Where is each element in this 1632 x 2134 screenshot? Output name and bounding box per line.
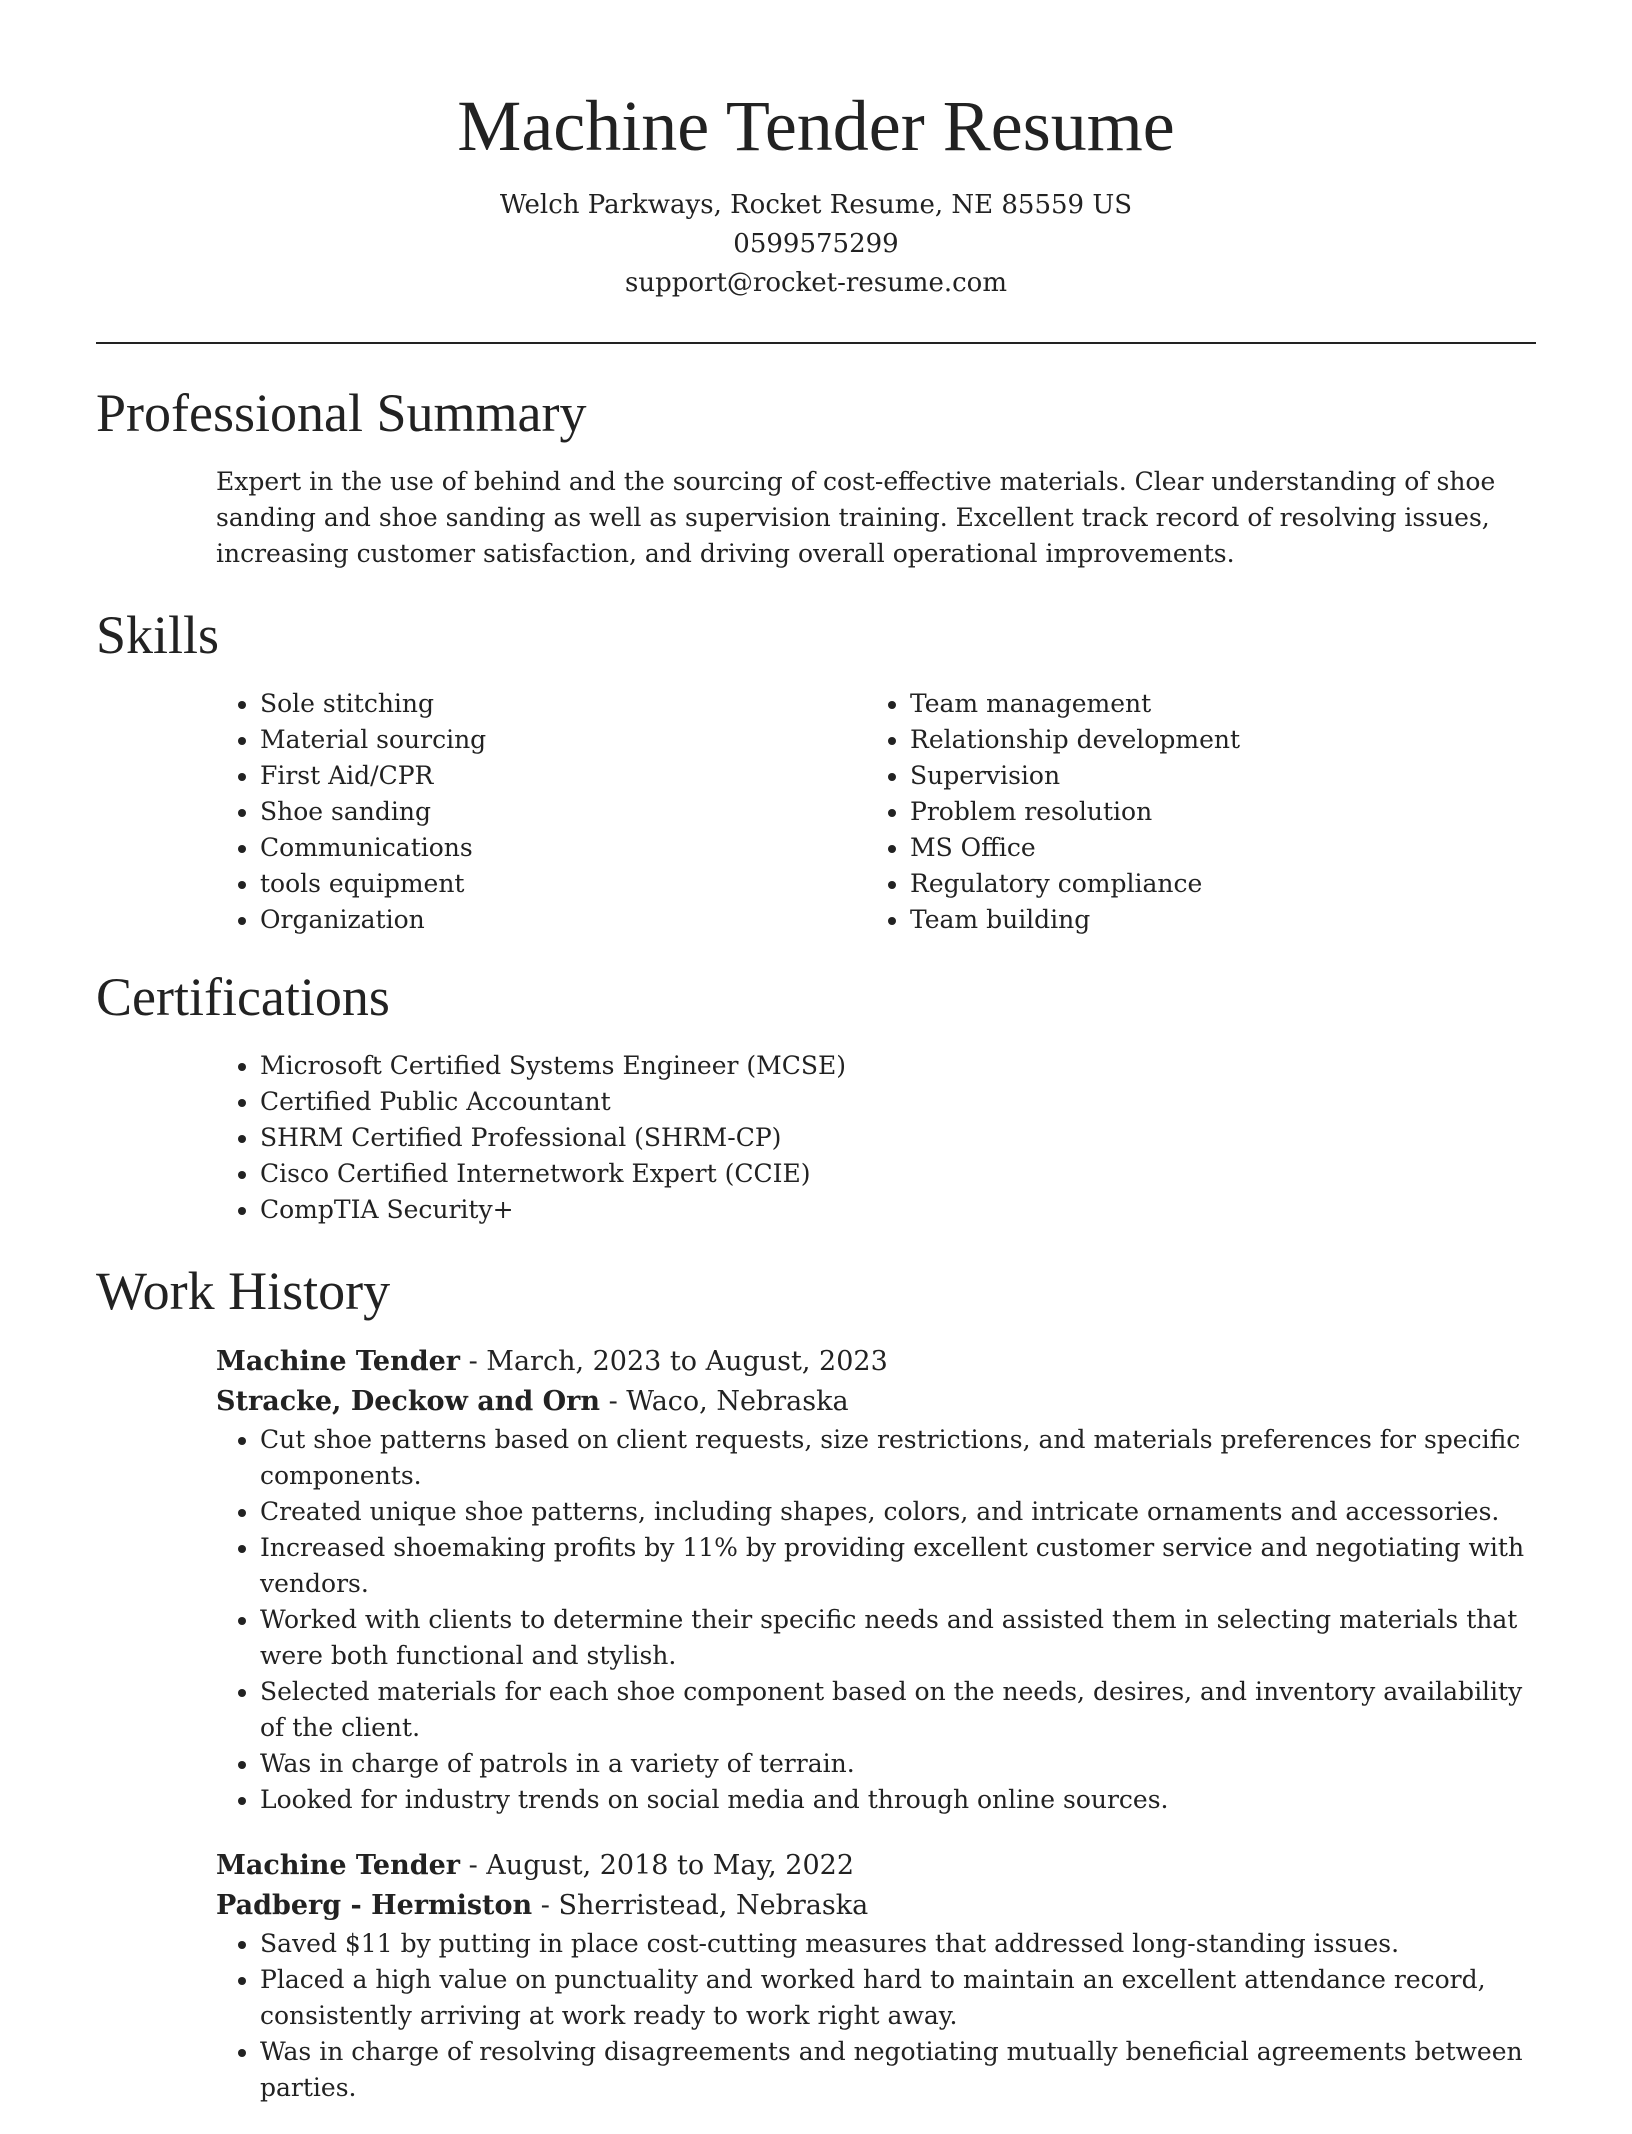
certifications-list [216,1048,1536,1228]
header-divider [96,342,1536,344]
job-company: Stracke, Deckow and Orn [216,1386,600,1417]
skill-item: • Sole stitching [260,686,866,722]
job-duty-item: • Was in charge of patrols in a variety of terrain. [260,1746,1536,1782]
summary-section [96,376,1536,572]
skill-item: • Regulatory compliance [910,866,1516,902]
skill-item: • Shoe sanding [260,794,866,830]
skills-grid [216,686,1536,938]
contact-address: Welch Parkways, Rocket Resume, NE 85559 US [499,190,1133,220]
job-duty-item: • Selected materials for each shoe component based on the needs, desires, and inventory availability of the client. [260,1674,1536,1746]
job-location: - Sherristead, Nebraska [532,1890,869,1921]
job-company: Padberg - Hermiston [216,1890,533,1921]
skill-item: • MS Office [910,830,1516,866]
job-role: Machine Tender [216,1850,461,1881]
job-entry [216,1342,1536,1818]
resume-title: Machine Tender Resume [457,86,1175,166]
skill-item: • Relationship development [910,722,1516,758]
skill-item: • Problem resolution [910,794,1516,830]
job-duties-list [216,1926,1536,2106]
summary-text: Expert in the use of behind and the sourcing of cost-effective materials. Clear understanding of shoe sanding and shoe sanding as well as supervision training. Excellent track record of resolving issues, increasing customer satisfaction, and driving overall operational improvements. [216,467,1496,568]
skill-item: • First Aid/CPR [260,758,866,794]
skill-item: • Supervision [910,758,1516,794]
resume-header [96,84,1536,303]
certifications-heading: Certifications [96,967,390,1027]
job-dates: - August, 2018 to May, 2022 [460,1850,855,1881]
skill-item: • Organization [260,902,866,938]
certification-item: • CompTIA Security+ [260,1192,1536,1228]
skill-item: • Material sourcing [260,722,866,758]
job-dates: - March, 2023 to August, 2023 [460,1346,888,1377]
job-duty-item: • Created unique shoe patterns, including shapes, colors, and intricate ornaments and accessories. [260,1494,1536,1530]
contact-phone: 0599575299 [733,229,899,259]
job-duty-item: • Increased shoemaking profits by 11% by providing excellent customer service and negotiating with vendors. [260,1530,1536,1602]
skills-column-right [866,686,1516,938]
certification-item: • Certified Public Accountant [260,1084,1536,1120]
work-history-heading: Work History [96,1261,391,1321]
resume-body [96,376,1536,2134]
job-duty-item: • Looked for industry trends on social media and through online sources. [260,1782,1536,1818]
job-location: - Waco, Nebraska [600,1386,849,1417]
skill-item: • Team management [910,686,1516,722]
job-duty-item: • Placed a high value on punctuality and worked hard to maintain an excellent attendance record, consistently arriving at work ready to work right away. [260,1962,1536,2034]
job-company-line [216,1886,1536,1926]
skills-heading: Skills [96,605,220,665]
contact-email: support@rocket-resume.com [624,268,1007,298]
certification-item: • Cisco Certified Internetwork Expert (CCIE) [260,1156,1536,1192]
skills-section [96,598,1536,938]
job-role: Machine Tender [216,1346,461,1377]
job-entry [216,1846,1536,2106]
certification-item: • SHRM Certified Professional (SHRM-CP) [260,1120,1536,1156]
work-history-section [96,1254,1536,2106]
job-duties-list [216,1422,1536,1818]
job-company-line [216,1382,1536,1422]
skill-item: • Communications [260,830,866,866]
summary-heading: Professional Summary [96,383,587,443]
certifications-section [96,960,1536,1228]
job-duty-item: • Was in charge of resolving disagreements and negotiating mutually beneficial agreements between parties. [260,2034,1536,2106]
certification-item: • Microsoft Certified Systems Engineer (MCSE) [260,1048,1536,1084]
job-duty-item: • Cut shoe patterns based on client requests, size restrictions, and materials preferences for specific components. [260,1422,1536,1494]
job-title-line [216,1846,1536,1886]
skill-item: • tools equipment [260,866,866,902]
skills-column-left [216,686,866,938]
job-title-line [216,1342,1536,1382]
skill-item: • Team building [910,902,1516,938]
job-duty-item: • Saved $11 by putting in place cost-cutting measures that addressed long-standing issues. [260,1926,1536,1962]
job-duty-item: • Worked with clients to determine their specific needs and assisted them in selecting materials that were both functional and stylish. [260,1602,1536,1674]
